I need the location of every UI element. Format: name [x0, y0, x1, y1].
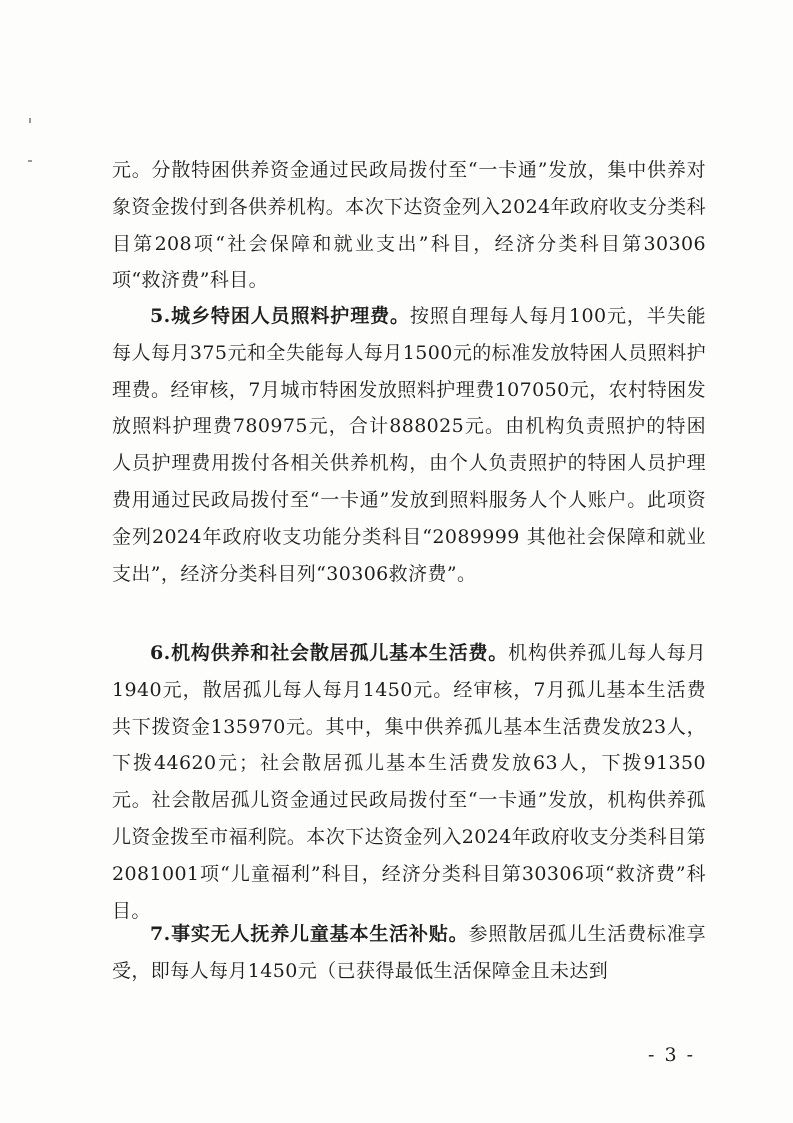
paragraph-orphan-living-fee [112, 635, 706, 929]
section-heading: 6.机构供养和社会散居孤儿基本生活费。 [150, 642, 509, 664]
paragraph-text: 机构供养孤儿每人每月1940元，散居孤儿每人每月1450元。经审核，7月孤儿基本生活费共下拨资金135970元。其中，集中供养孤儿基本生活费发放23人，下拨44620元；社会散居孤儿基本生活费发放63人，下拨91350元。社会散居孤儿资金通过民政局拨付至“一卡通”发放，机构供养孤儿资金拨至市福利院。本次下达资金列入2024年政府收支分类科目第2081001项“儿童福利”科目，经济分类科目第30306项“救济费”科目。 [112, 642, 706, 922]
section-heading: 5.城乡特困人员照料护理费。 [150, 305, 410, 327]
paragraph-unsupported-children-subsidy [112, 916, 706, 990]
scan-mark [29, 118, 31, 123]
page-number: - 3 - [648, 1044, 696, 1066]
paragraph-text: 按照自理每人每月100元，半失能每人每月375元和全失能每人每月1500元的标准发放特困人员照料护理费。经审核，7月城市特困发放照料护理费107050元，农村特困发放照料护理费780975元，合计888025元。由机构负责照护的特困人员护理费用拨付各相关供养机构，由个人负责照护的特困人员护理费用通过民政局拨付至“一卡通”发放到照料服务人个人账户。此项资金列2024年政府收支功能分类科目“2089999 其他社会保障和就业支出”，经济分类科目列“30306救济费”。 [112, 305, 707, 585]
paragraph-care-fee [112, 298, 706, 592]
scan-mark [28, 160, 32, 162]
section-heading: 7.事实无人抚养儿童基本生活补贴。 [150, 923, 469, 945]
paragraph-text: 参照散居孤儿生活费标准享受，即每人每月1450元（已获得最低生活保障金且未达到 [112, 923, 706, 982]
paragraph-text: 元。分散特困供养资金通过民政局拨付至“一卡通”发放，集中供养对象资金拨付到各供养机构。本次下达资金列入2024年政府收支分类科目第208项“社会保障和就业支出”科目，经济分类科目第30306项“救济费”科目。 [112, 159, 706, 292]
paragraph-continuation [112, 152, 706, 299]
